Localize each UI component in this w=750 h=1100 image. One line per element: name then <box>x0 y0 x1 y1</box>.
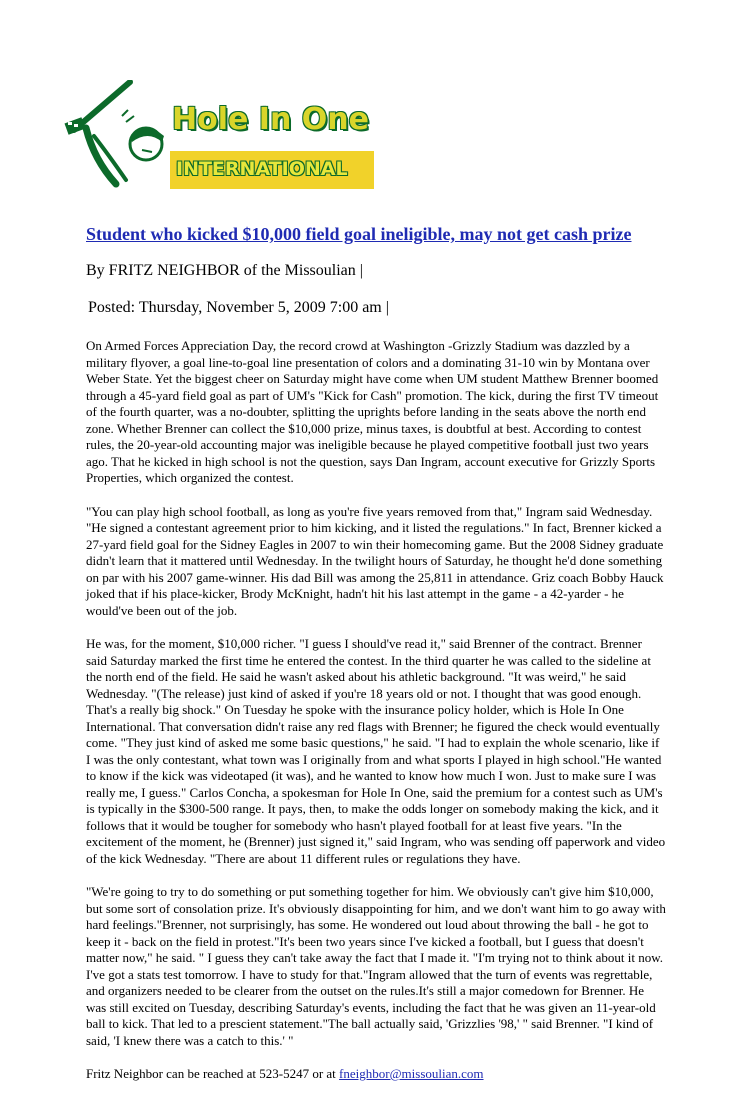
article-posted-date: Posted: Thursday, November 5, 2009 7:00 am | <box>88 299 389 316</box>
article-paragraph: He was, for the moment, $10,000 richer. "I guess I should've read it," said Brenner of the contract. Brenner said Saturday marked the first time he entered the contest. In the third quarter he was called to the sideline at the north end of the field. He said he wasn't asked about his athletic background. "It was weird," he said Wednesday. "(The release) just kind of asked if you're 18 years old or not. I thought that was good enough. That's a really big shock." On Tuesday he spoke with the insurance policy holder, which is Hole In One International. That conversation didn't raise any red flags with Brenner; he figured the check would eventually come. "They just kind of asked me some basic questions," he said. "I had to explain the whole scenario, like if I was the only contestant, what town was I originally from and what sports I played in high school."He wanted to know if the kick was videotaped (it was), and he wanted to know how much I won. Just to make sure I was really me, I guess." Carlos Concha, a spokesman for Hole In One, said the premium for a contest such as UM's is typically in the $300-500 range. It pays, then, to make the odds longer on somebody making the kick, and it follows that it would be tougher for somebody who hasn't played football for at least five years. "In the excitement of the moment, he (Brenner) just signed it," said Ingram, who was sending off paperwork and video of the kick Wednesday. "There are about 11 different rules or regulations they have. <box>86 636 666 866</box>
article-paragraph: On Armed Forces Appreciation Day, the record crowd at Washington -Grizzly Stadium was dazzled by a military flyover, a goal line-to-goal line presentation of colors and a dominating 31-10 win by Montana over Weber State. Yet the biggest cheer on Saturday might have come when UM student Matthew Brenner boomed through a 45-yard field goal as part of UM's "Kick for Cash" promotion. The kick, during the first TV timeout of the fourth quarter, was a no-doubter, splitting the uprights before landing in the seats above the north end zone. Whether Brenner can collect the $10,000 prize, minus taxes, is doubtful at best. According to contest rules, the 20-year-old accounting major was ineligible because he played competitive football just two years ago. That he kicked in high school is not the question, says Dan Ingram, account executive for Grizzly Sports Properties, which organized the contest. <box>86 338 659 485</box>
logo-badge <box>170 151 374 189</box>
article-body <box>86 338 666 1100</box>
logo-subtitle: INTERNATIONAL <box>176 158 348 180</box>
hole-in-one-logo <box>64 80 384 192</box>
contact-text: Fritz Neighbor can be reached at 523-5247 or at <box>86 1066 340 1081</box>
golfer-swing-icon <box>64 80 174 192</box>
article-paragraph: "You can play high school football, as long as you're five years removed from that," Ingram said Wednesday. "He signed a contestant agreement prior to him kicking, and it listed the regulations." In fact, Brenner kicked a 27-yard field goal for the Sidney Eagles in 2007 to win their homecoming game. But the 2008 Sidney graduate didn't learn that it mattered until Wednesday. In the twilight hours of Saturday, he thought he'd done something on par with his 2007 game-winner. His dad Bill was among the 25,811 in attendance. Griz coach Bobby Hauck joked that if his place-kicker, Brody McKnight, hadn't hit his last attempt in the game - a 42-yarder - he would've been out of the job. <box>86 503 664 618</box>
article-byline: By FRITZ NEIGHBOR of the Missoulian | <box>86 262 363 279</box>
article-headline-link[interactable]: Student who kicked $10,000 field goal ineligible, may not get cash prize <box>86 224 632 244</box>
article-paragraph: "We're going to try to do something or put something together for him. We obviously can't give him $10,000, but some sort of consolation prize. It's obviously disappointing for him, and we don't want him to go away with hard feelings."Brenner, not surprisingly, has some. He wondered out loud about throwing the ball - he got to keep it - back on the field in protest."It's been two years since I've kicked a football, but I guess that doesn't matter now," he said. " I guess they can't take away the fact that I made it. "I'm trying not to think about it now. I've got a stats test tomorrow. I have to study for that."Ingram allowed that the turn of events was regrettable, and organizers needed to be clearer from the outset on the rules.It's still a major comedown for Brenner. He was still excited on Tuesday, describing Saturday's events, including the fact that he was given an 11-year-old ball to kick. That led to a prescient statement."The ball actually said, 'Grizzlies '98,' " said Brenner. "I kind of said, 'I knew there was a catch to this.' " <box>86 884 666 1048</box>
logo-title: Hole In One <box>172 102 369 137</box>
contact-email-link[interactable]: fneighbor@missoulian.com <box>339 1066 484 1081</box>
contact-line <box>86 1066 666 1083</box>
